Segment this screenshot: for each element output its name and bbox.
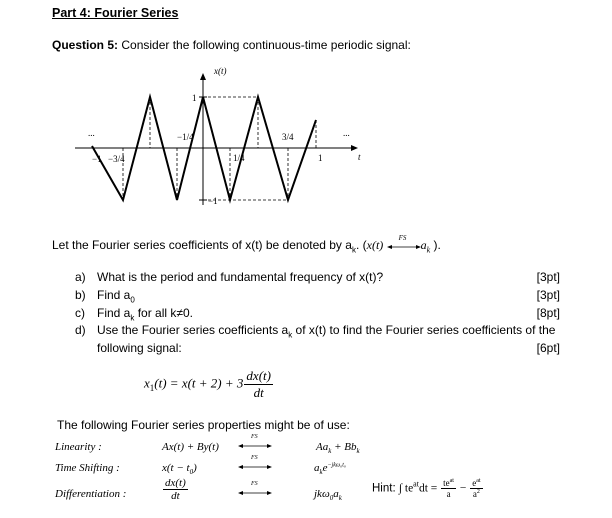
question-text: Consider the following continuous-time periodic signal:: [118, 38, 411, 52]
question-d: [75, 323, 555, 339]
property-time-shift-label: Time Shifting :: [55, 462, 120, 474]
property-linearity-fs-label: FS: [251, 434, 258, 440]
question-a: [75, 270, 383, 284]
question-d-continued: following signal:: [97, 341, 182, 355]
property-linearity-label: Linearity :: [55, 441, 102, 453]
question-a-points: [3pt]: [536, 270, 560, 284]
question-b-letter: b): [75, 288, 86, 302]
dots-right: ...: [343, 128, 350, 138]
hint-fraction-1: $\frac{te^{at}}{a}$: [443, 478, 454, 499]
property-differentiation-result: $jk\omega_0a_k$: [314, 488, 342, 503]
question-a-text: What is the period and fundamental frequency of x(t)?: [97, 270, 384, 284]
intro-end: ).: [430, 238, 441, 252]
property-differentiation-label: Differentiation :: [55, 488, 127, 500]
x-label-neg-three-quarter: −3/4: [108, 154, 125, 164]
property-time-shift-expr: $x(t - t_0)$: [162, 462, 197, 477]
question-title: [52, 38, 411, 52]
y-tick-pos-label: 1: [192, 93, 197, 103]
integration-hint: [372, 478, 484, 499]
intro-pair-left: x(t): [366, 238, 384, 252]
signal-equation: [144, 368, 274, 401]
property-linearity-expr: Ax(t) + By(t): [162, 441, 219, 453]
intro-main: Let the Fourier series coefficients of x(t) be denoted by a: [52, 238, 352, 252]
intro-pair-right: a: [420, 238, 427, 252]
x-label-neg-one-quarter: −1/4: [177, 132, 194, 142]
question-d-letter: d): [75, 323, 86, 337]
x-label-neg-one: −1: [92, 154, 102, 164]
question-b-points: [3pt]: [536, 288, 560, 302]
eq-den: dt: [253, 385, 264, 400]
question-b-text: Find a: [97, 288, 131, 302]
dots-left: ...: [88, 128, 95, 138]
property-differentiation-expr: $\frac{dx(t)}{dt}$: [165, 477, 186, 502]
property-time-shift-fs-arrow: [238, 456, 272, 477]
signal-label: x(t): [214, 66, 227, 76]
property-time-shift-fs-label: FS: [251, 455, 258, 461]
question-c-after: for all k≠0.: [134, 306, 193, 320]
question-d-after: of x(t) to find the Fourier series coefficients of the: [292, 323, 556, 337]
property-differentiation-fs-arrow: [238, 482, 272, 503]
eq-lhs-rest: (t) = x(t + 2) + 3: [154, 375, 244, 391]
question-b-sub: 0: [130, 295, 135, 305]
y-tick-neg-label: −1: [208, 196, 218, 206]
hint-minus: −: [456, 482, 470, 495]
question-b: [75, 288, 135, 304]
property-differentiation-fs-label: FS: [251, 481, 258, 487]
fs-arrow-label: FS: [398, 233, 407, 242]
hint-dt: dt =: [418, 482, 441, 495]
x-label-one-quarter: 1/4: [233, 153, 245, 163]
properties-title: The following Fourier series properties might be of use:: [57, 418, 350, 432]
hint-integral: ∫ te: [398, 482, 414, 495]
x-label-three-quarter: 3/4: [282, 132, 294, 142]
question-c-letter: c): [75, 306, 85, 320]
property-linearity-fs-arrow: [238, 435, 272, 456]
eq-num: dx(t): [246, 368, 271, 383]
question-d-text: Use the Fourier series coefficients a: [97, 323, 289, 337]
intro-text: [52, 233, 441, 255]
eq-lhs: x: [144, 375, 150, 391]
intro-sub: k: [351, 245, 356, 255]
part-title: Part 4: Fourier Series: [52, 6, 179, 20]
question-d-sub: k: [288, 330, 293, 340]
intro-pair-sub: k: [426, 245, 431, 255]
x-label-one: 1: [318, 153, 323, 163]
question-c-text: Find a: [97, 306, 131, 320]
hint-integral-sup: at: [413, 479, 419, 489]
intro-after: . (: [355, 238, 367, 252]
question-c-points: [8pt]: [536, 306, 560, 320]
hint-label: Hint:: [372, 482, 399, 495]
property-linearity-result: $Aa_k + Bb_k$: [316, 441, 360, 456]
signal-plot: [70, 60, 370, 215]
question-c-sub: k: [130, 313, 135, 323]
question-a-letter: a): [75, 270, 86, 284]
question-c: [75, 306, 193, 322]
hint-fraction-2: $\frac{e^{at}}{a^2}$: [472, 478, 481, 499]
question-label: Question 5:: [52, 38, 119, 52]
question-d-points: [6pt]: [536, 341, 560, 355]
eq-lhs-sub: 1: [149, 383, 155, 394]
fs-arrow: [387, 233, 421, 252]
eq-fraction: [244, 368, 273, 401]
property-time-shift-result: $a_ke^{-jk\omega_0t_0}$: [314, 462, 346, 477]
t-axis-label: t: [358, 152, 361, 162]
